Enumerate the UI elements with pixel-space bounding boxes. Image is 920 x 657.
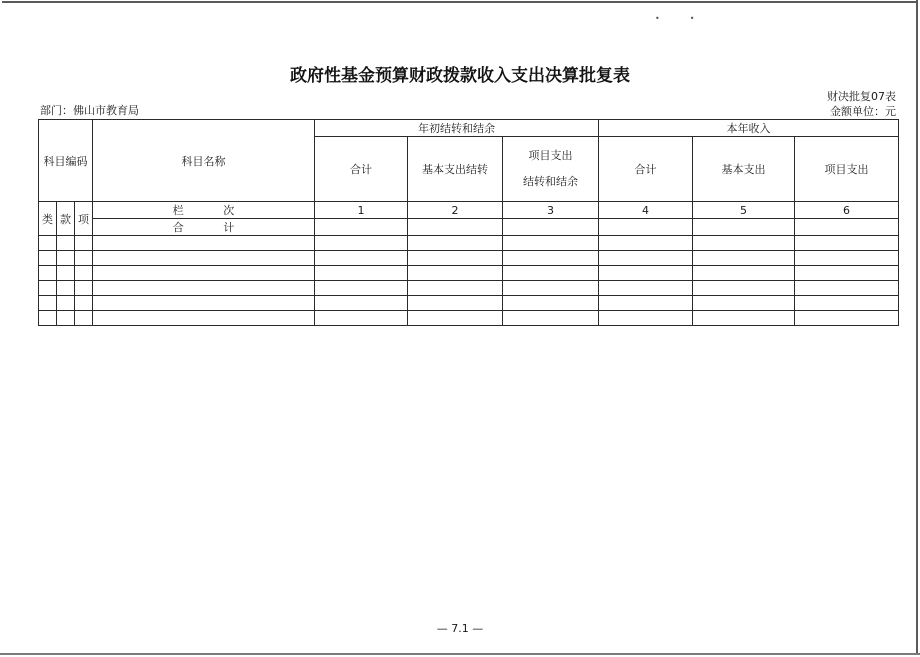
header-opening-total: 合计 — [315, 137, 408, 202]
total-char-1: 合 — [172, 221, 184, 234]
column-index-label — [93, 202, 315, 219]
scan-speckles: •• — [655, 14, 725, 23]
blank-cell — [75, 296, 93, 311]
blank-cell — [75, 251, 93, 266]
blank-cell — [39, 236, 57, 251]
blank-cell — [75, 281, 93, 296]
blank-cell — [599, 281, 693, 296]
header-opening-project-line1: 项目支出 — [528, 149, 573, 162]
header-opening-project — [503, 137, 599, 202]
document-title: 政府性基金预算财政拨款收入支出决算批复表 — [290, 66, 630, 86]
header-current-basic: 基本支出 — [693, 137, 795, 202]
total-row — [39, 219, 899, 236]
blank-cell — [315, 281, 408, 296]
blank-cell — [75, 266, 93, 281]
total-cell — [795, 219, 899, 236]
col-number-1: 1 — [315, 202, 408, 219]
blank-cell — [599, 266, 693, 281]
page-number: — 7.1 — — [436, 622, 484, 635]
form-code: 财决批复07表 — [827, 90, 896, 103]
blank-cell — [57, 296, 75, 311]
blank-cell — [408, 266, 503, 281]
blank-cell — [93, 266, 315, 281]
blank-cell — [599, 236, 693, 251]
blank-cell — [93, 311, 315, 326]
blank-cell — [503, 236, 599, 251]
blank-cell — [599, 296, 693, 311]
blank-cell — [408, 311, 503, 326]
total-char-2: 计 — [223, 221, 235, 234]
blank-cell — [57, 311, 75, 326]
blank-cell — [693, 296, 795, 311]
blank-cell — [93, 296, 315, 311]
total-cell — [315, 219, 408, 236]
total-cell — [408, 219, 503, 236]
amount-unit: 金额单位：元 — [830, 105, 896, 118]
blank-cell — [57, 251, 75, 266]
blank-cell — [39, 296, 57, 311]
blank-cell — [57, 236, 75, 251]
blank-cell — [408, 236, 503, 251]
header-opening-basic: 基本支出结转 — [408, 137, 503, 202]
column-index-char-2: 次 — [223, 204, 235, 217]
settlement-table — [38, 119, 899, 326]
table-row — [39, 281, 899, 296]
table-row — [39, 251, 899, 266]
total-cell — [693, 219, 795, 236]
blank-cell — [503, 281, 599, 296]
total-label — [93, 219, 315, 236]
header-current-total: 合计 — [599, 137, 693, 202]
column-index-row — [39, 202, 899, 219]
code-sub-item: 项 — [75, 202, 93, 236]
blank-cell — [75, 311, 93, 326]
total-cell — [599, 219, 693, 236]
blank-cell — [315, 311, 408, 326]
blank-cell — [599, 311, 693, 326]
blank-cell — [795, 281, 899, 296]
table-row — [39, 236, 899, 251]
blank-cell — [503, 266, 599, 281]
blank-cell — [693, 281, 795, 296]
blank-cell — [93, 236, 315, 251]
blank-cell — [93, 281, 315, 296]
header-opening-project-line2: 结转和结余 — [523, 175, 578, 188]
blank-cell — [39, 281, 57, 296]
blank-cell — [795, 266, 899, 281]
scan-edge-right — [916, 0, 918, 655]
col-number-6: 6 — [795, 202, 899, 219]
form-meta — [827, 89, 896, 119]
table-row — [39, 266, 899, 281]
col-number-2: 2 — [408, 202, 503, 219]
blank-cell — [503, 296, 599, 311]
blank-cell — [57, 266, 75, 281]
total-cell — [503, 219, 599, 236]
col-number-4: 4 — [599, 202, 693, 219]
blank-cell — [93, 251, 315, 266]
blank-cell — [693, 266, 795, 281]
scan-edge-top — [2, 1, 918, 3]
header-row-1 — [39, 120, 899, 137]
blank-cell — [57, 281, 75, 296]
column-index-char-1: 栏 — [172, 204, 184, 217]
blank-cell — [693, 311, 795, 326]
blank-cell — [795, 236, 899, 251]
blank-cell — [408, 296, 503, 311]
blank-cell — [315, 251, 408, 266]
blank-cell — [795, 251, 899, 266]
blank-cell — [315, 266, 408, 281]
department-label: 部门：佛山市教育局 — [40, 104, 139, 117]
blank-cell — [315, 296, 408, 311]
header-subject-code: 科目编码 — [39, 120, 93, 202]
scan-edge-bottom — [0, 653, 920, 655]
blank-cell — [503, 251, 599, 266]
blank-cell — [408, 251, 503, 266]
blank-cell — [693, 236, 795, 251]
code-sub-section: 款 — [57, 202, 75, 236]
blank-cell — [503, 311, 599, 326]
blank-cell — [408, 281, 503, 296]
header-group-current: 本年收入 — [599, 120, 899, 137]
header-group-opening: 年初结转和结余 — [315, 120, 599, 137]
blank-cell — [39, 251, 57, 266]
table-row — [39, 296, 899, 311]
blank-cell — [39, 311, 57, 326]
blank-cell — [599, 251, 693, 266]
blank-cell — [39, 266, 57, 281]
blank-cell — [795, 311, 899, 326]
code-sub-category: 类 — [39, 202, 57, 236]
blank-cell — [795, 296, 899, 311]
col-number-5: 5 — [693, 202, 795, 219]
blank-cell — [693, 251, 795, 266]
col-number-3: 3 — [503, 202, 599, 219]
header-subject-name: 科目名称 — [93, 120, 315, 202]
blank-cell — [75, 236, 93, 251]
blank-cell — [315, 236, 408, 251]
table-row — [39, 311, 899, 326]
header-current-project: 项目支出 — [795, 137, 899, 202]
